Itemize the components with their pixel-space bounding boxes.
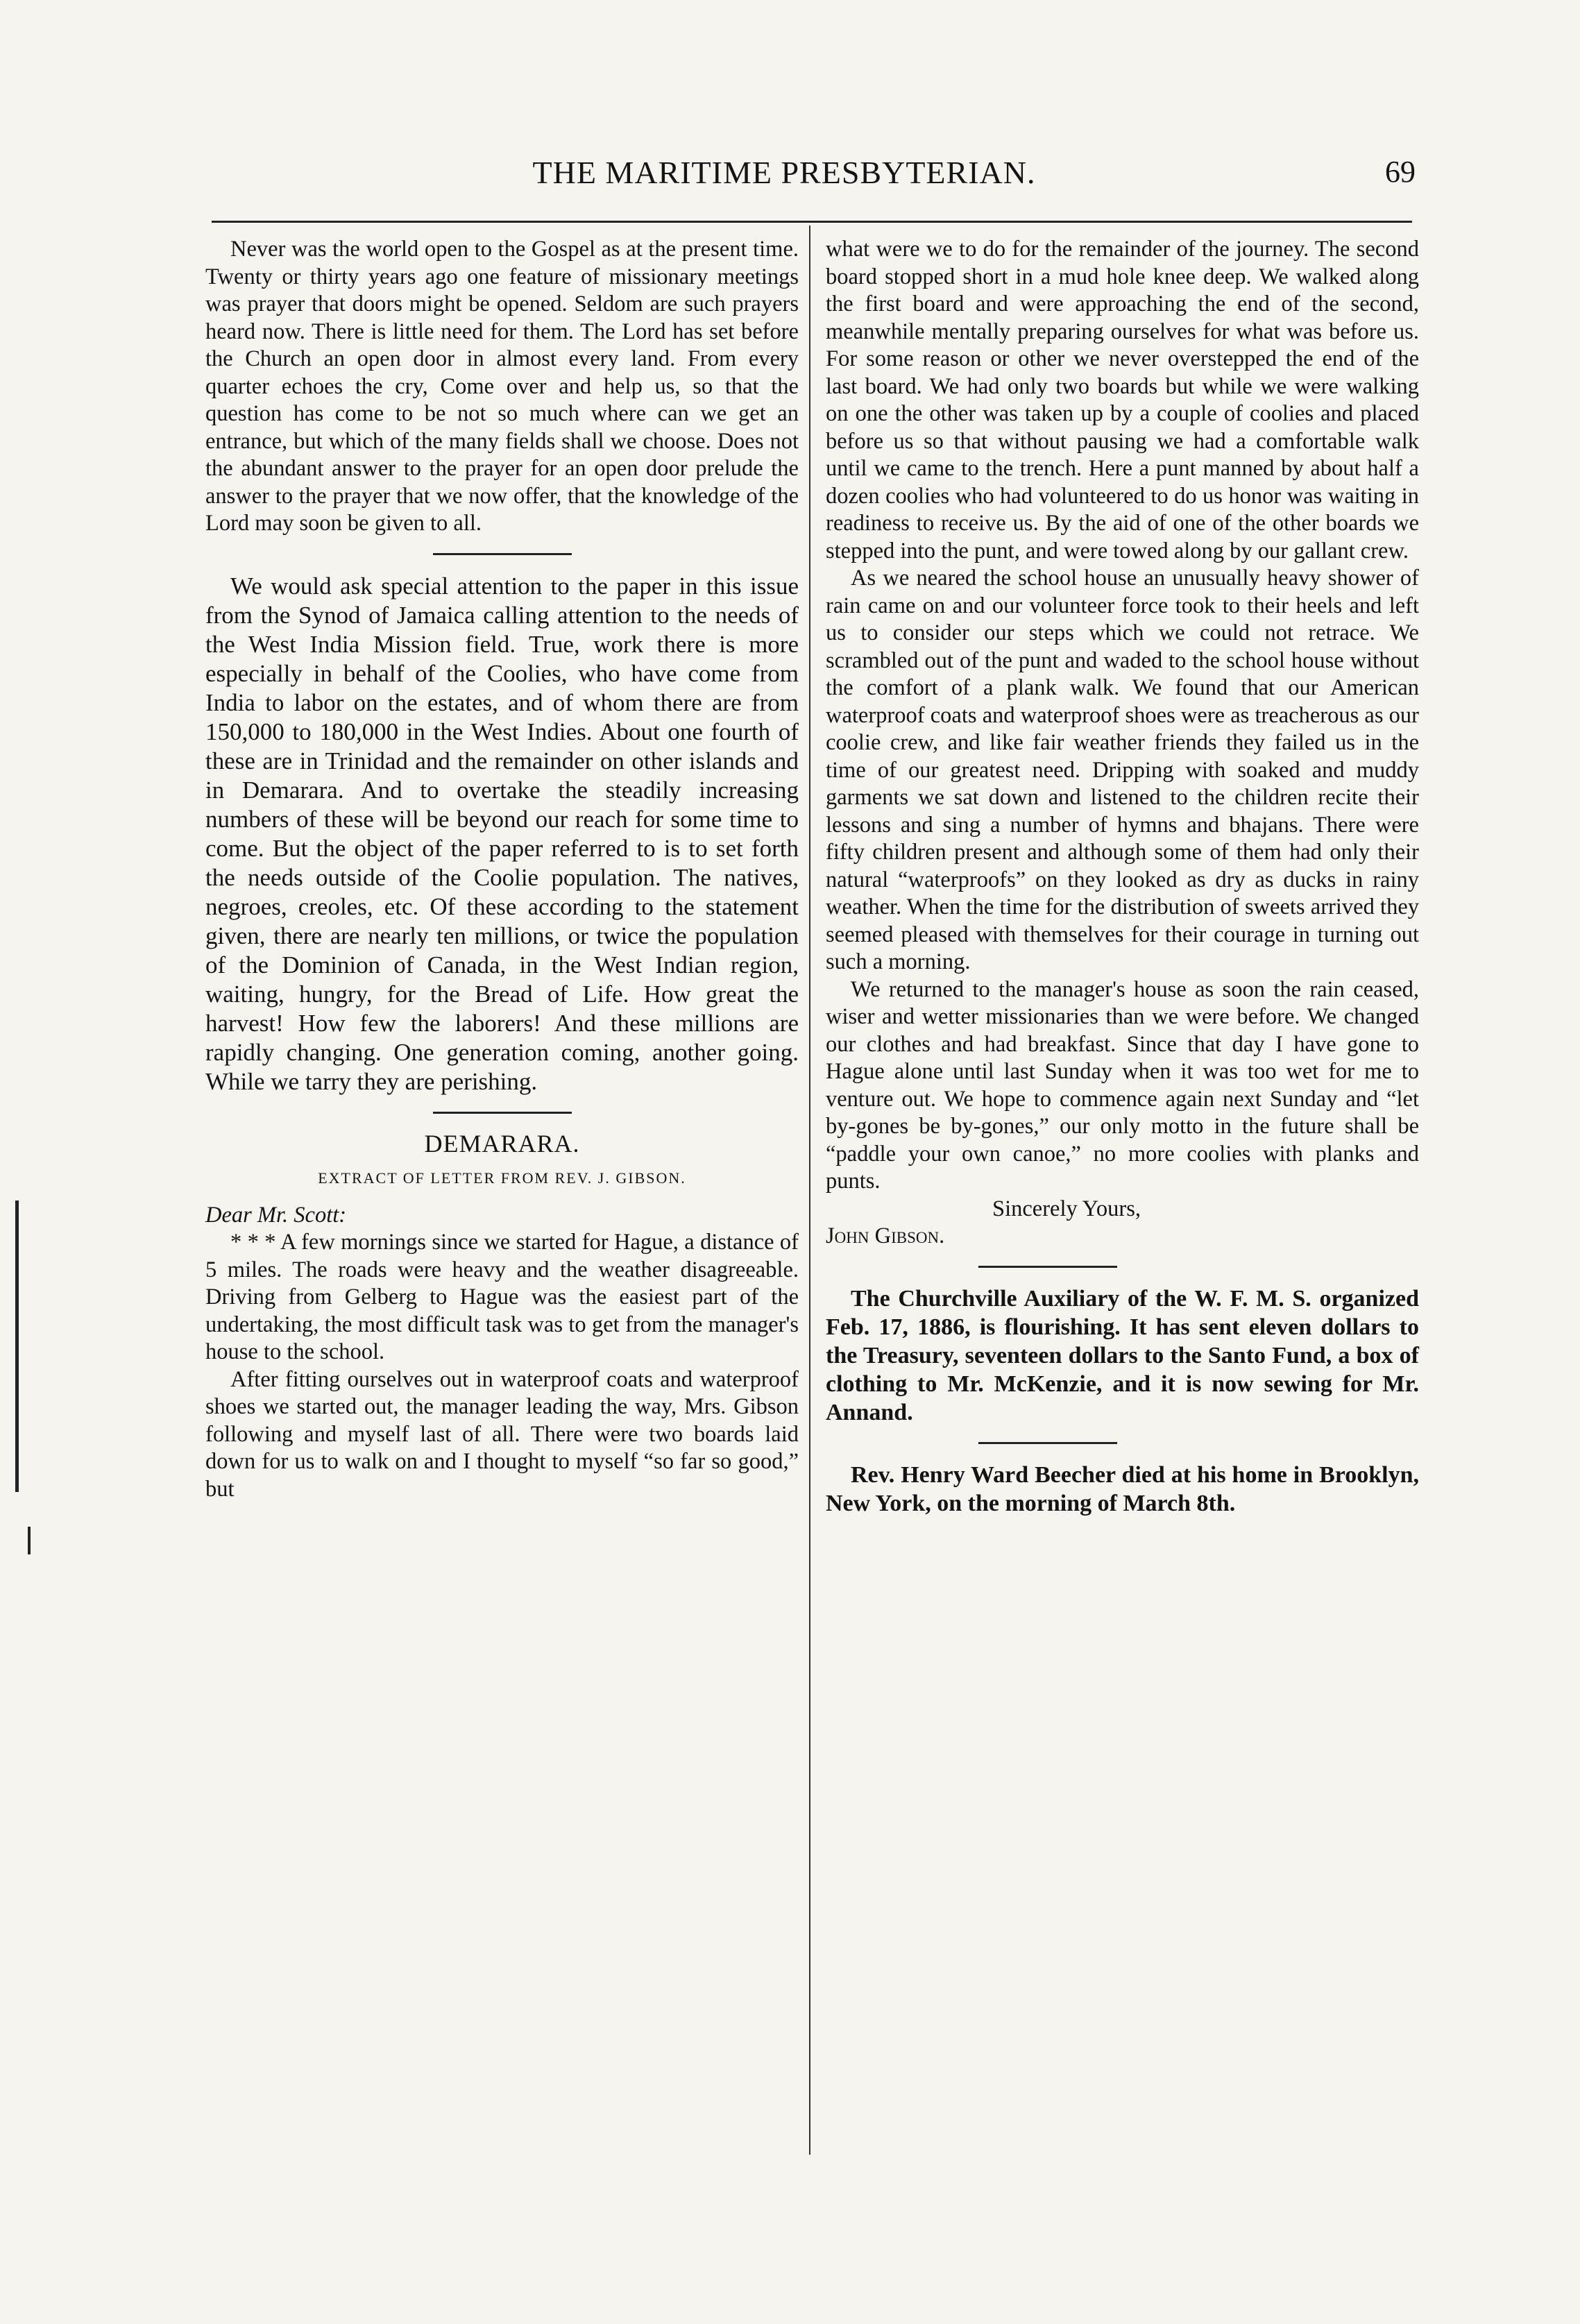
letter-closing: Sincerely Yours, bbox=[992, 1196, 1141, 1221]
letter-paragraph: We returned to the manager's house as soon the rain ceased, wiser and wetter missionaries than we were before. We changed our clothes and had breakfast. Since that day I have gone to Hague alone until last Sunday when it was too wet for me to venture out. We hope to commence again next Sunday and “let by-gones be by-gones,” our only motto in the future shall be “paddle your own canoe,” no more coolies with planks and punts. bbox=[826, 976, 1419, 1194]
news-beecher-death: Rev. Henry Ward Beecher died at his home in Brooklyn, New York, on the morning of March 8th. bbox=[826, 1461, 1419, 1516]
section-rule bbox=[433, 553, 572, 555]
section-rule bbox=[978, 1442, 1117, 1444]
letter-paragraph: what were we to do for the remainder of the journey. The second board stopped short in a mud hole knee deep. We walked along the first board and were approaching the end of the second, meanwhile mentally preparing ourselves for what was before us. For some reason or other we never overstepped the end of the last board. We had only two boards but while we were walking on one the other was taken up by a couple of coolies and placed before us so that without pausing we had a comfortable walk until we came to the trench. Here a punt manned by about half a dozen coolies who had volunteered to do us honor was waiting in readiness to receive us. By the aid of one of the other boards we stepped into the punt, and were towed along by our gallant crew. bbox=[826, 237, 1419, 563]
margin-mark bbox=[28, 1527, 31, 1554]
section-title-demarara: DEMARARA. bbox=[424, 1129, 580, 1157]
letter-paragraph: After fitting ourselves out in waterproof coats and waterproof shoes we started out, the manager leading the way, Mrs. Gibson following and myself last of all. There were two boards laid down for us to walk on and I thought to myself “so far so good,” but bbox=[205, 1366, 799, 1502]
left-column bbox=[205, 236, 799, 1503]
extract-heading: EXTRACT OF LETTER FROM REV. J. GIBSON. bbox=[318, 1169, 686, 1187]
column-divider bbox=[809, 226, 810, 2155]
margin-mark bbox=[15, 1201, 19, 1492]
letter-paragraph: As we neared the school house an unusually heavy shower of rain came on and our volunteer force took to their heels and left us to consider our steps which we could not retrace. We scrambled out of the punt and waded to the school house without the comfort of a plank walk. We found that our American waterproof coats and waterproof shoes were as treacherous as our coolie crew, and like fair weather friends they failed us in the time of our greatest need. Dripping with soaked and muddy garments we sat down and listened to the children recite their lessons and sing a number of hymns and bhajans. There were fifty children present and although some of them had only their natural “waterproofs” on they looked as dry as ducks in rainy weather. When the time for the distribution of sweets arrived they seemed pleased with themselves for their courage in turning out such a morning. bbox=[826, 566, 1419, 974]
section-rule bbox=[433, 1112, 572, 1114]
section-rule bbox=[978, 1266, 1117, 1268]
page-number: 69 bbox=[1385, 155, 1416, 189]
header-rule bbox=[212, 221, 1412, 223]
news-churchville-auxiliary: The Churchville Auxiliary of the W. F. M. S. organized Feb. 17, 1886, is flourishing. It has sent eleven dollars to the Treasury, seventeen dollars to the Santo Fund, a box of clothing to Mr. McKenzie, and it is now sewing for Mr. Annand. bbox=[826, 1285, 1419, 1425]
right-column bbox=[826, 236, 1419, 1518]
publication-title: THE MARITIME PRESBYTERIAN. bbox=[532, 155, 1036, 190]
page-header bbox=[208, 154, 1416, 203]
letter-signature: John Gibson. bbox=[826, 1223, 945, 1248]
editorial-west-india: We would ask special attention to the paper in this issue from the Synod of Jamaica calling attention to the needs of the West India Mission field. True, work there is more especially in behalf of the Coolies, who have come from India to labor on the estates, and of whom there are from 150,000 to 180,000 in the West Indies. About one fourth of these are in Trinidad and the remainder on other islands and in Demarara. And to overtake the steadily increasing numbers of these will be beyond our reach for some time to come. But the object of the paper referred to is to set forth the needs outside of the Coolie population. The natives, negroes, creoles, etc. Of these according to the statement given, there are nearly ten millions, or twice the population of the Dominion of Canada, in the West Indian region, waiting, hungry, for the Bread of Life. How great the harvest! How few the laborers! And these millions are rapidly changing. One generation coming, another going. While we tarry they are perishing. bbox=[205, 572, 799, 1095]
letter-salutation: Dear Mr. Scott: bbox=[205, 1202, 347, 1228]
letter-paragraph: * * * A few mornings since we started for Hague, a distance of 5 miles. The roads were heavy and the weather disagreeable. Driving from Gelberg to Hague was the easiest part of the undertaking, the most difficult task was to get from the manager's house to the school. bbox=[205, 1230, 799, 1364]
editorial-open-door: Never was the world open to the Gospel as at the present time. Twenty or thirty years ago one feature of missionary meetings was prayer that doors might be opened. Seldom are such prayers heard now. There is little need for them. The Lord has set before the Church an open door in almost every land. From every quarter echoes the cry, Come over and help us, so that the question has come to be not so much where can we get an entrance, but which of the many fields shall we choose. Does not the abundant answer to the prayer for an open door prelude the answer to the prayer that we now offer, that the knowledge of the Lord may soon be given to all. bbox=[205, 237, 799, 536]
